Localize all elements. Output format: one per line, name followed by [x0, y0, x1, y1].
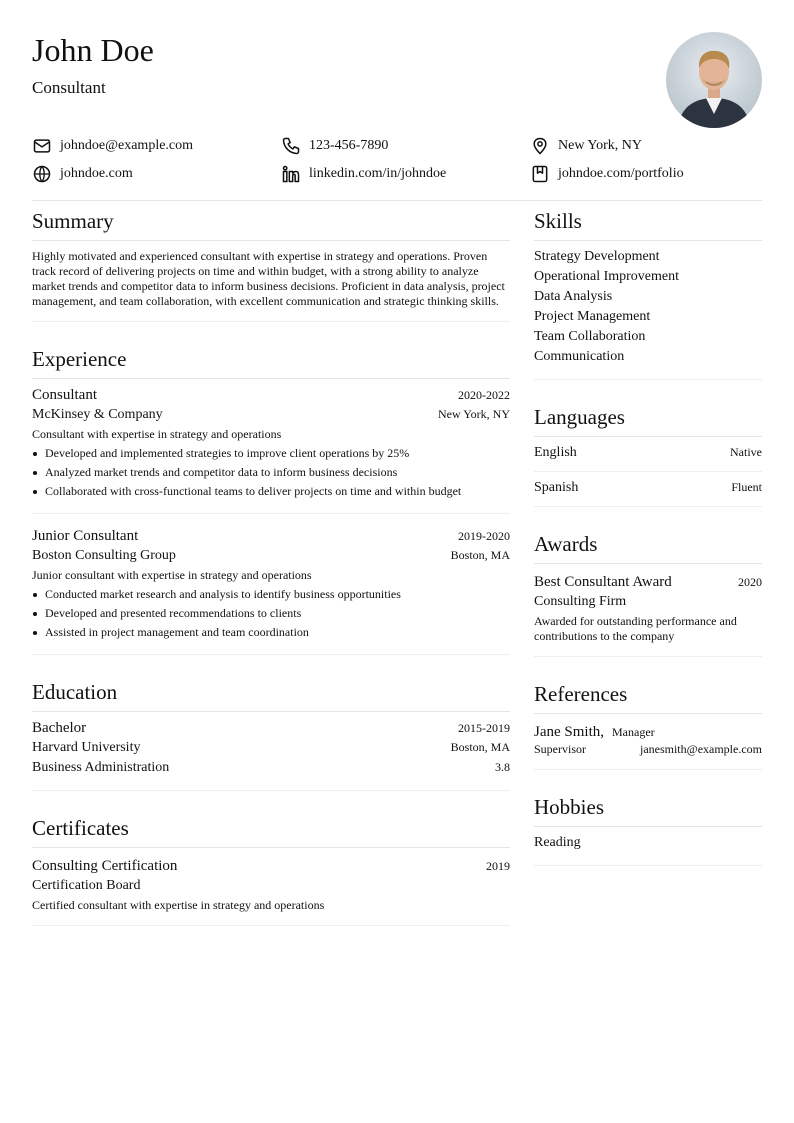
award-name: Best Consultant Award [534, 574, 672, 590]
experience-dates: 2019-2020 [458, 529, 510, 543]
contact-email[interactable] [32, 134, 193, 158]
hobbies-list [534, 827, 762, 866]
experience-description: Junior consultant with expertise in strategy and operations [32, 568, 312, 582]
right-column [534, 206, 762, 888]
references-section [534, 679, 762, 770]
profile-photo-image [666, 32, 762, 128]
award-item [534, 564, 762, 657]
skill-item: Project Management [534, 309, 651, 324]
experience-bullet: Developed and presented recommendations to clients [32, 604, 510, 623]
summary-section [32, 206, 510, 322]
mail-icon [32, 136, 52, 156]
language-level: Fluent [731, 480, 762, 494]
skill-item: Communication [534, 349, 625, 364]
skills-list [534, 241, 762, 380]
portfolio-bookmark-icon [530, 164, 550, 184]
contact-location [530, 134, 642, 158]
experience-heading: Experience [32, 344, 510, 379]
website-text: johndoe.com [60, 166, 133, 181]
education-location: Boston, MA [450, 740, 510, 754]
reference-item [534, 714, 762, 770]
hobby-item: Reading [534, 835, 581, 850]
certificate-item [32, 848, 510, 926]
linkedin-text: linkedin.com/in/johndoe [309, 166, 447, 181]
contact-linkedin[interactable] [281, 162, 446, 186]
summary-heading: Summary [32, 206, 510, 241]
language-name: English [534, 445, 577, 460]
education-field: Business Administration [32, 760, 170, 775]
education-degree: Bachelor [32, 720, 87, 736]
experience-dates: 2020-2022 [458, 388, 510, 402]
location-text: New York, NY [558, 138, 643, 153]
language-item [534, 474, 762, 507]
summary-text: Highly motivated and experienced consultant with expertise in strategy and operations. Proven track record of delivering projects on time and within budget, with a strong ability to analyze market trends and competitor data to inform business decisions. Proficient in data analysis, project management, and team collaboration, with excellent communication and strategic thinking skills. [32, 241, 510, 322]
education-section [32, 677, 510, 791]
contact-website[interactable] [32, 162, 133, 186]
skill-item: Team Collaboration [534, 329, 646, 344]
experience-description: Consultant with expertise in strategy and operations [32, 427, 282, 441]
reference-name: Jane Smith, [534, 724, 604, 740]
experience-location: New York, NY [437, 407, 510, 421]
experience-item [32, 526, 510, 655]
references-heading: References [534, 679, 762, 714]
experience-bullets [32, 585, 510, 642]
awards-section [534, 529, 762, 657]
globe-icon [32, 164, 52, 184]
experience-role: Junior Consultant [32, 528, 139, 544]
map-pin-icon [530, 136, 550, 156]
award-description: Awarded for outstanding performance and contributions to the company [534, 614, 737, 643]
skill-item: Operational Improvement [534, 269, 680, 284]
hobbies-heading: Hobbies [534, 792, 762, 827]
contact-portfolio[interactable] [530, 162, 684, 186]
experience-bullet: Assisted in project management and team coordination [32, 623, 510, 642]
experience-list [32, 379, 510, 655]
experience-bullet: Analyzed market trends and competitor data to inform business decisions [32, 463, 510, 482]
phone-icon [281, 136, 301, 156]
skill-item: Strategy Development [534, 249, 660, 264]
certificate-issuer: Certification Board [32, 878, 141, 893]
experience-bullets [32, 444, 510, 501]
education-heading: Education [32, 677, 510, 712]
language-name: Spanish [534, 480, 579, 495]
experience-bullet: Collaborated with cross-functional teams to deliver projects on time and within budget [32, 482, 510, 501]
hobbies-section [534, 792, 762, 866]
reference-relation: Supervisor [534, 742, 586, 756]
experience-section [32, 344, 510, 655]
certificate-description: Certified consultant with expertise in strategy and operations [32, 898, 325, 912]
award-year: 2020 [738, 575, 762, 589]
awards-heading: Awards [534, 529, 762, 564]
candidate-name: John Doe [32, 32, 154, 68]
phone-text: 123-456-7890 [309, 138, 389, 153]
certificate-year: 2019 [486, 859, 510, 873]
portfolio-text: johndoe.com/portfolio [558, 166, 684, 181]
language-level: Native [730, 445, 762, 459]
skill-item: Data Analysis [534, 289, 613, 304]
education-item [32, 712, 510, 791]
language-item [534, 439, 762, 472]
experience-item [32, 385, 510, 514]
certificate-name: Consulting Certification [32, 858, 178, 874]
award-issuer: Consulting Firm [534, 594, 627, 609]
email-text: johndoe@example.com [60, 138, 194, 153]
languages-heading: Languages [534, 402, 762, 437]
experience-company: McKinsey & Company [32, 407, 163, 422]
languages-list [534, 437, 762, 507]
experience-bullet: Developed and implemented strategies to improve client operations by 25% [32, 444, 510, 463]
header-divider [32, 200, 762, 201]
experience-role: Consultant [32, 387, 98, 403]
reference-position: Manager [612, 725, 655, 739]
experience-bullet: Conducted market research and analysis to identify business opportunities [32, 585, 510, 604]
experience-company: Boston Consulting Group [32, 548, 176, 563]
languages-section [534, 402, 762, 507]
certificates-section [32, 813, 510, 926]
linkedin-icon [281, 164, 301, 184]
education-school: Harvard University [32, 740, 141, 755]
certificates-heading: Certificates [32, 813, 510, 848]
profile-photo [666, 32, 762, 128]
reference-email[interactable]: janesmith@example.com [639, 742, 762, 756]
contact-phone[interactable] [281, 134, 388, 158]
education-dates: 2015-2019 [458, 721, 510, 735]
skills-heading: Skills [534, 206, 762, 241]
experience-location: Boston, MA [450, 548, 510, 562]
skills-section [534, 206, 762, 380]
left-column [32, 206, 510, 948]
candidate-title: Consultant [32, 78, 106, 97]
education-gpa: 3.8 [495, 760, 510, 774]
